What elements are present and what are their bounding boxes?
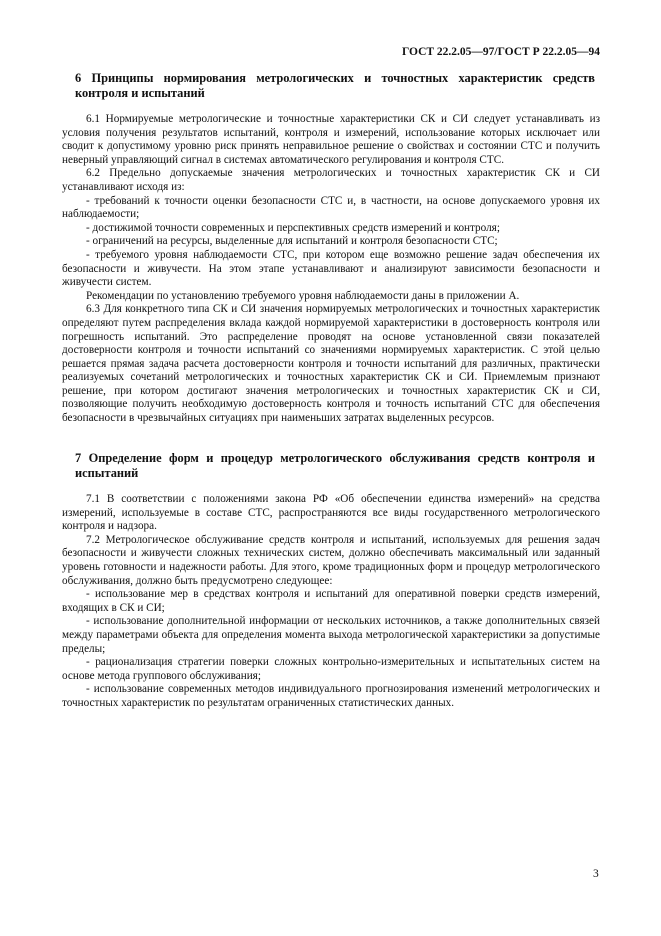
list-item: - ограничений на ресурсы, выделенные для испытаний и контроля безопасности СТС; (86, 235, 498, 248)
section-6-heading: 6 Принципы нормирования метрологических и точностных характеристик средств контроля и испытаний (75, 71, 595, 100)
list-item: - использование мер в средствах контроля и испытаний для оперативной поверки средств измерений, входящих в СК и СИ; (62, 588, 600, 614)
list-item: - достижимой точности современных и перспективных средств измерений и контроля; (86, 221, 500, 234)
list-item: - рационализация стратегии поверки сложных контрольно-измерительных и испытательных систем на основе метода группового обслуживания; (62, 656, 600, 682)
paragraph-recommendation: Рекомендации по установлению требуемого уровня наблюдаемости даны в приложении А. (86, 289, 520, 302)
list-item: - требований к точности оценки безопасности СТС и, в частности, на основе допускаемого уровня их наблюдаемости; (62, 194, 600, 221)
page-number: 3 (593, 868, 599, 880)
list-item: - требуемого уровня наблюдаемости СТС, при котором еще возможно решение задач обеспечения их безопасности и живучести. На этом этапе устанавливают и анализируют зависимости безопасности и живучести систем. (62, 248, 600, 289)
list-item: - использование дополнительной информации от нескольких источников, а также дополнительных связей между параметрами объекта для определения момента выхода метрологической характеристики за допустимые пределы; (62, 615, 600, 655)
paragraph-7-1: 7.1 В соответствии с положениями закона РФ «Об обеспечении единства измерений» на средства измерений, используемые в составе СТС, распространяются все виды государственного метрологического контроля и надзора. (62, 493, 600, 533)
section-7-heading: 7 Определение форм и процедур метрологического обслуживания средств контроля и испытаний (75, 451, 595, 480)
section-6-body (62, 113, 600, 426)
paragraph-7-2: 7.2 Метрологическое обслуживание средств контроля и испытаний, используемых для решения задач безопасности и живучести сложных технических систем, должно обеспечивать максимальный или заданный уровень готовности и надежности работы. Для этого, кроме традиционных форм и процедур метрологического обслуживания, должно быть предусмотрено следующее: (62, 533, 600, 587)
paragraph-6-1: 6.1 Нормируемые метрологические и точностные характеристики СК и СИ следует устанавливать из условия получения результатов испытаний, контроля и измерений, использование которых исключает или сводит к допустимому уровню риск принять неправильное решение о свойствах и состоянии СТС и получить неверный управляющий сигнал в системах автоматического регулирования и контроля СТС. (62, 113, 600, 166)
list-item: - использование современных методов индивидуального прогнозирования изменений метрологических и точностных характеристик по результатам ограниченных статистических данных. (62, 683, 600, 709)
paragraph-6-2: 6.2 Предельно допускаемые значения метрологических и точностных характеристик СК и СИ устанавливают исходя из: (62, 167, 600, 193)
document-header-code: ГОСТ 22.2.05—97/ГОСТ Р 22.2.05—94 (401, 46, 600, 58)
section-7-body (62, 493, 600, 711)
paragraph-6-3: 6.3 Для конкретного типа СК и СИ значения нормируемых метрологических и точностных характеристик определяют путем распределения вклада каждой нормируемой характеристики в достоверность контроля или погрешность испытаний. Это распределение проводят на основе установленной связи показателей достоверности контроля и точности испытаний со значениями нормируемых характеристик. С этой целью решается прямая задача расчета достоверности контроля и точности испытаний для различных, практически реализуемых сочетаний метрологических и точностных характеристик СК и СИ. Приемлемым признают решение, при котором достигают значения метрологических и точностных характеристик СК и СИ, позволяющие получить необходимую достоверность контроля и точность испытаний СТС для обеспечения безопасности в чрезвычайных ситуациях при наименьших затратах выделенных ресурсов. (62, 303, 600, 425)
